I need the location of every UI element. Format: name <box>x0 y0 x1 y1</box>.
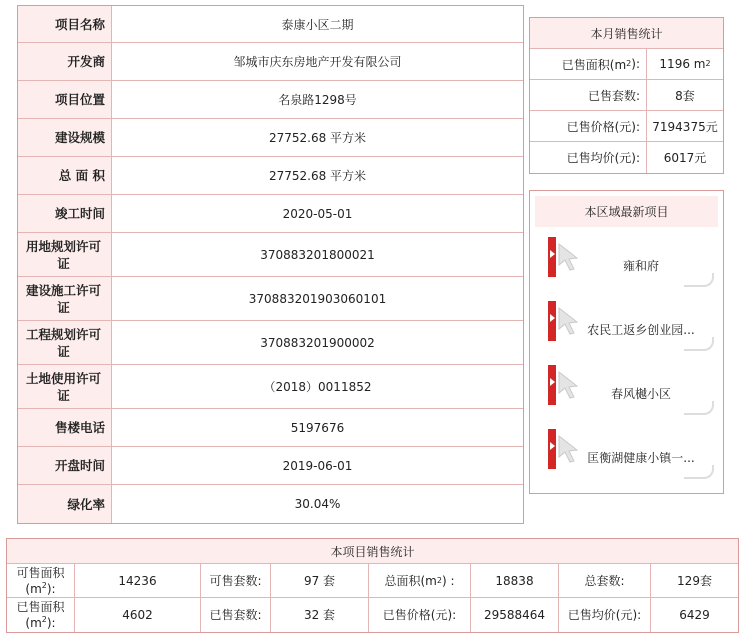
region-project-link[interactable] <box>548 429 716 481</box>
monthly-sales-stats <box>529 17 724 174</box>
info-value: 27752.68 平方米 <box>268 131 367 145</box>
region-project-link[interactable] <box>548 301 716 353</box>
info-label: 项目位置 <box>18 81 112 118</box>
info-row-greening <box>18 485 523 523</box>
info-row-scale <box>18 119 523 157</box>
info-label: 开盘时间 <box>18 447 112 484</box>
info-label: 土地使用许可证 <box>18 365 112 408</box>
info-row-name <box>18 6 523 43</box>
monthly-stats-title: 本月销售统计 <box>530 18 723 49</box>
project-stats-row-available <box>7 564 738 598</box>
sold-units-label: 已售套数: <box>530 80 647 110</box>
info-label: 建设规模 <box>18 119 112 156</box>
info-value: 2019-06-01 <box>282 458 353 473</box>
total-units-label: 总套数: <box>559 564 651 597</box>
page-curl <box>684 465 714 479</box>
region-project-name: 农民工返乡创业园... <box>587 323 695 337</box>
avg-price-label: 已售均价(元): <box>530 142 647 173</box>
info-row-completion <box>18 195 523 233</box>
project-sales-stats <box>6 538 739 633</box>
page-curl <box>684 273 714 287</box>
region-newest-projects <box>529 190 724 494</box>
available-units-value: 97 套 <box>271 564 369 597</box>
sold-area-label: 已售面积(m 2 ): <box>530 49 647 79</box>
page-curl <box>684 401 714 415</box>
avg-price-value: 6017元 <box>663 151 707 165</box>
info-value: 27752.68 平方米 <box>268 169 367 183</box>
month-row-sold-price <box>530 111 723 142</box>
total-area-label: 总面积(m 2 ) : <box>369 564 471 597</box>
arrow-icon <box>550 250 555 258</box>
info-label: 开发商 <box>18 43 112 80</box>
available-area-label: 可售面积 $(m^2)$: <box>7 564 75 597</box>
region-project-link[interactable] <box>548 237 716 289</box>
region-title: 本区域最新项目 <box>535 196 718 227</box>
info-row-opening <box>18 447 523 485</box>
region-project-name: 雍和府 <box>622 259 659 273</box>
info-row-engineering-permit <box>18 321 523 365</box>
sold-area-label: 已售面积 $(m^2)$: <box>7 598 75 632</box>
total-area-value: 18838 <box>471 564 559 597</box>
sold-price-label: 已售价格(元): <box>369 598 471 632</box>
avg-price-value: 6429 <box>679 608 710 622</box>
info-row-construction-permit <box>18 277 523 321</box>
month-row-avg-price <box>530 142 723 173</box>
info-value: （2018）0011852 <box>263 380 372 394</box>
project-stats-title: 本项目销售统计 <box>7 539 738 564</box>
info-label: 项目名称 <box>18 6 112 42</box>
month-row-sold-units <box>530 80 723 111</box>
info-row-location <box>18 81 523 119</box>
info-label: 竣工时间 <box>18 195 112 232</box>
month-row-sold-area <box>530 49 723 80</box>
info-label: 建设施工许可证 <box>18 277 112 320</box>
sold-price-value: 7194375元 <box>652 119 718 134</box>
info-value: 名泉路1298号 <box>278 93 357 107</box>
info-value: 370883201900002 <box>260 335 375 350</box>
region-project-name: 匡衡湖健康小镇一... <box>587 451 695 465</box>
sold-price-label: 已售价格(元): <box>530 111 647 141</box>
info-value: 泰康小区二期 <box>281 17 354 32</box>
arrow-icon <box>550 378 555 386</box>
info-row-land-plan-permit <box>18 233 523 277</box>
available-units-label: 可售套数: <box>201 564 271 597</box>
available-area-value: 14236 <box>75 564 201 597</box>
region-project-link[interactable] <box>548 365 716 417</box>
info-value: 5197676 <box>290 420 345 435</box>
info-row-phone <box>18 409 523 447</box>
sold-area-value: 4602 <box>75 598 201 632</box>
sold-units-label: 已售套数: <box>201 598 271 632</box>
info-row-land-use-permit <box>18 365 523 409</box>
info-label: 工程规划许可证 <box>18 321 112 364</box>
sold-area-value: 1196 m 2 <box>659 57 711 71</box>
arrow-icon <box>550 442 555 450</box>
avg-price-label: 已售均价(元): <box>559 598 651 632</box>
info-row-developer <box>18 43 523 81</box>
info-label: 总 面 积 <box>18 157 112 194</box>
sold-units-value: 32 套 <box>271 598 369 632</box>
info-label: 用地规划许可证 <box>18 233 112 276</box>
info-label: 售楼电话 <box>18 409 112 446</box>
region-project-name: 春风樾小区 <box>610 387 671 401</box>
page-curl <box>684 337 714 351</box>
arrow-icon <box>550 314 555 322</box>
info-value: 30.04% <box>294 497 341 511</box>
project-stats-row-sold <box>7 598 738 632</box>
info-value: 370883201903060101 <box>248 291 387 306</box>
total-units-value: 129套 <box>677 573 712 588</box>
sold-units-value: 8套 <box>675 88 695 103</box>
sold-price-value: 29588464 <box>471 598 559 632</box>
project-info-table <box>17 5 524 524</box>
info-label: 绿化率 <box>18 485 112 523</box>
info-value: 2020-05-01 <box>282 206 353 221</box>
info-value: 邹城市庆东房地产开发有限公司 <box>233 55 402 69</box>
info-value: 370883201800021 <box>260 247 375 262</box>
info-row-total-area <box>18 157 523 195</box>
